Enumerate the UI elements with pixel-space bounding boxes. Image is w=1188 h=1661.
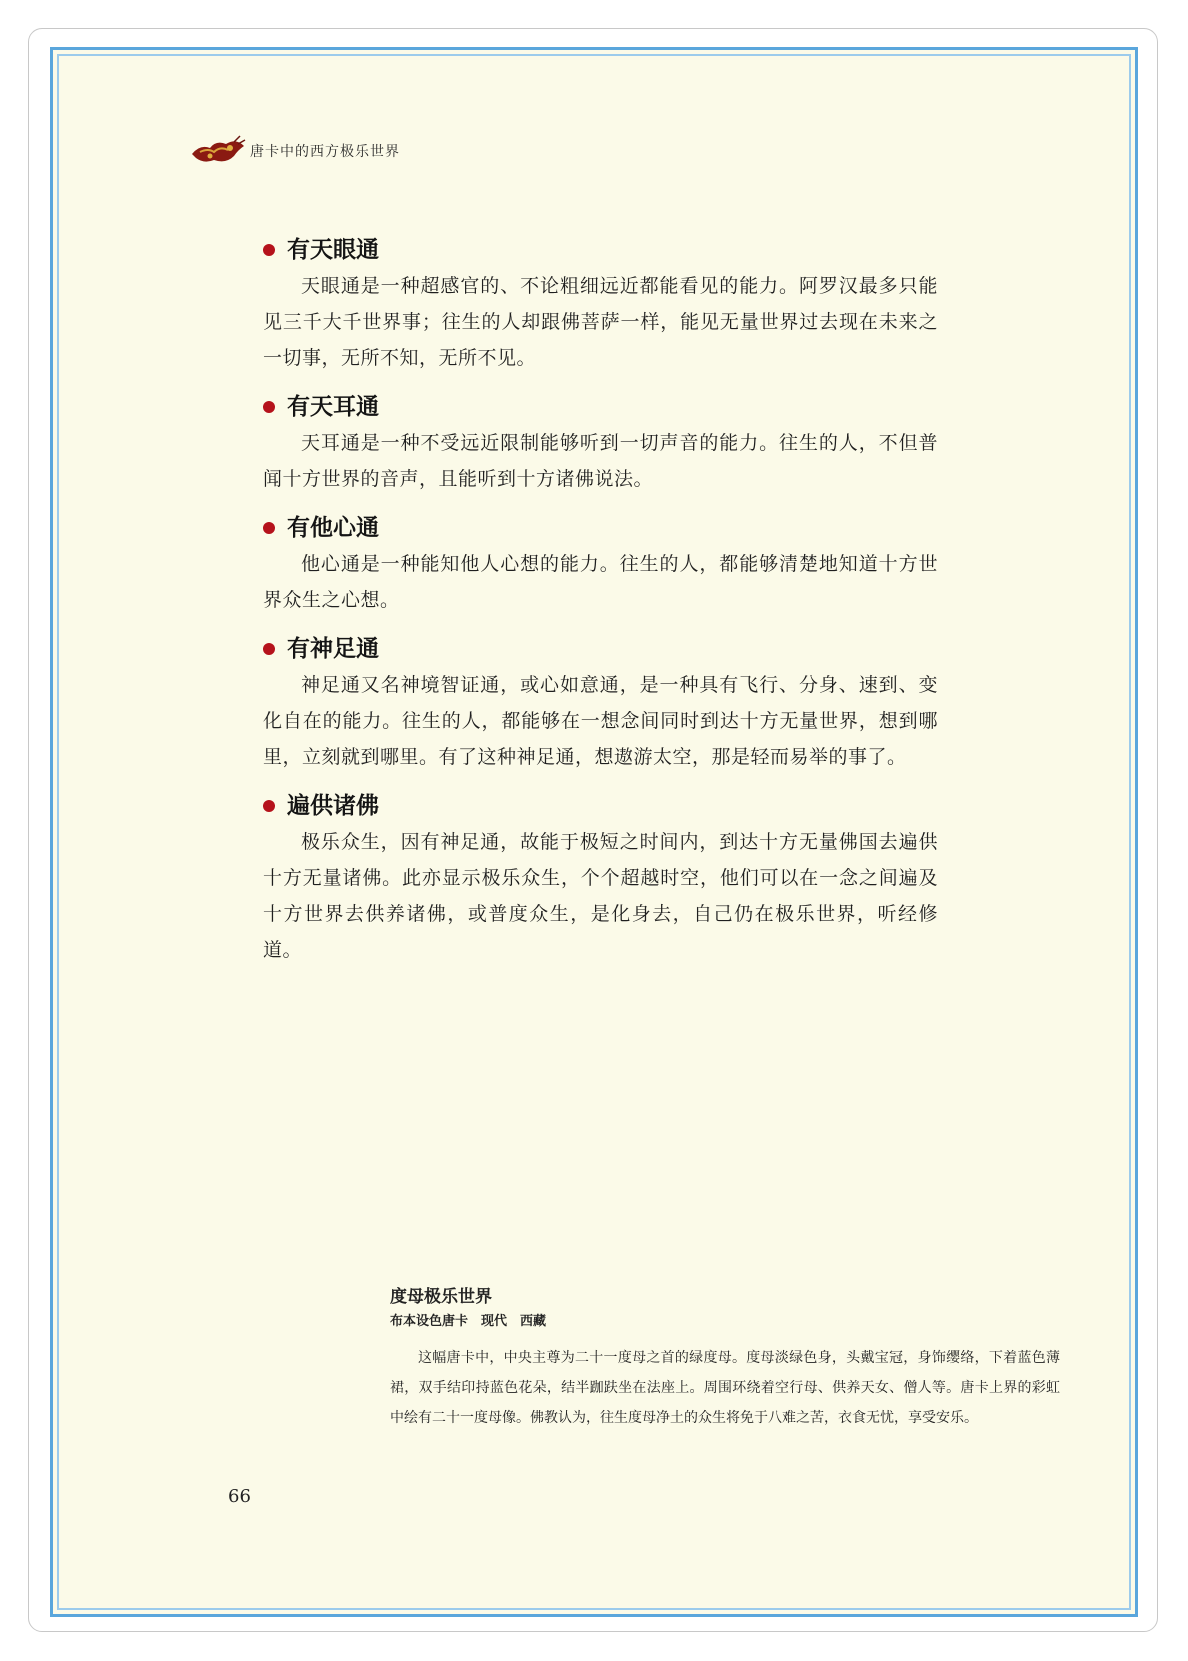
dragon-emblem-icon [190,134,246,168]
page-number: 66 [228,1486,251,1507]
figure-caption [390,1283,1060,1433]
section-body: 极乐众生，因有神足通，故能于极短之时间内，到达十方无量佛国去遍供十方无量诸佛。此亦显示极乐众生，个个超越时空，他们可以在一念之间遍及十方世界去供养诸佛，或普度众生，是化身去，自己仍在极乐世界，听经修道。 [263,831,938,961]
running-header-title: 唐卡中的西方极乐世界 [250,144,400,160]
caption-meta: 布本设色唐卡 现代 西藏 [390,1314,547,1329]
bullet-dot-icon [263,401,275,413]
section-heading-text: 有天耳通 [287,394,379,420]
section-tianyan [263,232,938,376]
section-heading-text: 有神足通 [287,636,379,662]
section-body: 神足通又名神境智证通，或心如意通，是一种具有飞行、分身、速到、变化自在的能力。往生的人，都能够在一想念间同时到达十方无量世界，想到哪里，立刻就到哪里。有了这种神足通，想遨游太空，那是轻而易举的事了。 [263,674,938,768]
section-body: 他心通是一种能知他人心想的能力。往生的人，都能够清楚地知道十方世界众生之心想。 [263,553,938,611]
bullet-dot-icon [263,643,275,655]
section-body: 天耳通是一种不受远近限制能够听到一切声音的能力。往生的人，不但普闻十方世界的音声，且能听到十方诸佛说法。 [263,432,938,490]
section-heading [263,389,938,425]
section-shenzu [263,631,938,775]
section-heading-text: 有他心通 [287,515,379,541]
running-header [190,133,400,169]
section-body: 天眼通是一种超感官的、不论粗细远近都能看见的能力。阿罗汉最多只能见三千大千世界事；往生的人却跟佛菩萨一样，能见无量世界过去现在未来之一切事，无所不知，无所不见。 [263,275,938,369]
bullet-dot-icon [263,800,275,812]
main-content [263,232,938,981]
bullet-dot-icon [263,522,275,534]
caption-body: 这幅唐卡中，中央主尊为二十一度母之首的绿度母。度母淡绿色身，头戴宝冠，身饰缨络，下着蓝色薄裙，双手结印持蓝色花朵，结半跏趺坐在法座上。周围环绕着空行母、供养天女、僧人等。唐卡上界的彩虹中绘有二十一度母像。佛教认为，往生度母净土的众生将免于八难之苦，衣食无忧，享受安乐。 [390,1350,1060,1426]
section-tianer [263,389,938,497]
section-heading [263,510,938,546]
caption-title: 度母极乐世界 [390,1287,492,1307]
bullet-dot-icon [263,244,275,256]
section-heading [263,788,938,824]
section-heading [263,232,938,268]
section-heading-text: 有天眼通 [287,237,379,263]
section-biangong [263,788,938,968]
section-taxin [263,510,938,618]
section-heading-text: 遍供诸佛 [287,793,379,819]
section-heading [263,631,938,667]
